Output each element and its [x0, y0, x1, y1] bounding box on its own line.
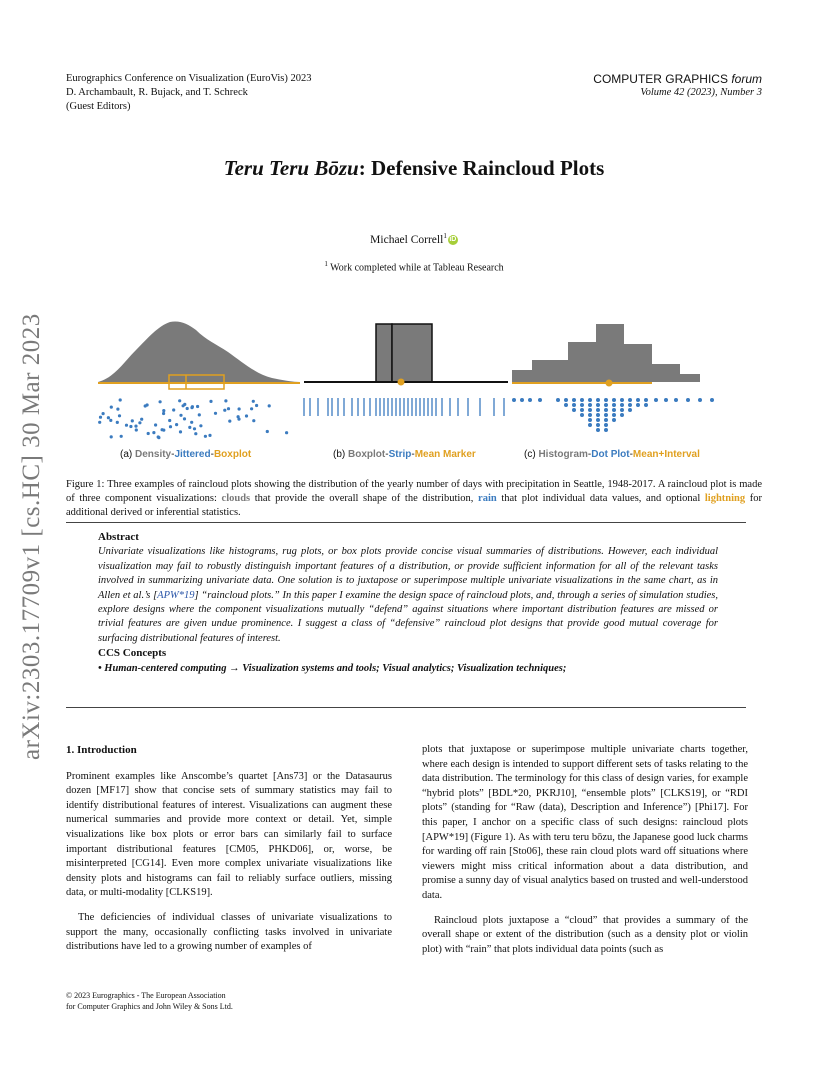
jitter-point [182, 404, 185, 407]
mean-dot [606, 380, 613, 387]
dot-point [596, 398, 600, 402]
jitter-point [159, 400, 162, 403]
jitter-point [168, 419, 171, 422]
dot-point [520, 398, 524, 402]
dot-point [604, 413, 608, 417]
arxiv-stamp: arXiv:2303.17709v1 [cs.HC] 30 Mar 2023 [18, 313, 45, 760]
dot-point [612, 403, 616, 407]
affiliation: $^1$ Work completed while at Tableau Research [324, 260, 504, 274]
dot-point [620, 398, 624, 402]
dot-point [596, 428, 600, 432]
histogram-bar [624, 344, 652, 382]
jitter-point [196, 405, 199, 408]
jitter-point [138, 421, 141, 424]
density-cloud [98, 321, 300, 382]
dot-point [620, 413, 624, 417]
intro-paragraph-3: plots that juxtapose or superimpose multiple univariate charts together, where each design is intended to support different sets of tasks relating to the data distribution. The terminology for this class of design varies, for example “hybrid plots” [BDL*20, PKRJ10], “ensemble plots” [CLKS19], or “RDI plots” (standing for “Raw (data), Description and Inference”) [Phi17]. For this paper, I anchor on a specific class of such designs: raincloud plots [APW*19] (Figure 1). As with teru teru bōzu, the Japanese good luck charms for warding off rain [Sto06], these rain cloud plots ward off situations where viewers might miss critical information about a data distribution, and promise a sunny day of visual analytics based on trusted and well-understood data. [422, 744, 748, 901]
dot-point [596, 408, 600, 412]
jitter-point [146, 403, 149, 406]
citation-link[interactable]: APW*19 [157, 589, 195, 601]
histogram-bars [512, 324, 700, 382]
dot-point [588, 408, 592, 412]
jitter-point [152, 431, 155, 434]
dot-point [612, 418, 616, 422]
jitter-point [178, 399, 181, 402]
jitter-points [98, 398, 288, 439]
jitter-point [157, 435, 160, 438]
paper-title: Teru Teru Bōzu: Defensive Raincloud Plots [223, 156, 605, 180]
jitter-point [102, 412, 105, 415]
rain-term: rain [478, 493, 497, 504]
dot-point [698, 398, 702, 402]
dot-point [628, 403, 632, 407]
dot-point [664, 398, 668, 402]
jitter-point [209, 400, 212, 403]
jitter-point [285, 431, 288, 434]
divider-bottom [66, 707, 746, 708]
dot-point [654, 398, 658, 402]
jitter-point [116, 421, 119, 424]
dot-point [580, 403, 584, 407]
jitter-point [118, 414, 121, 417]
dot-point [572, 403, 576, 407]
right-column [422, 743, 748, 967]
intro-paragraph-1: Prominent examples like Anscombe’s quartet [Ans73] or the Datasaurus dozen [MF17] show that concise sets of summary statistics may fail to identify distributional features of interest. Visualizations can augment these numerical summaries and provide more context or detail. Yet, simple visualizations like box plots or error bars can similarly fail to surface important distributional features [CM05, PHKD06], or, worse, be misinterpreted [CG14]. Even more complex univariate visualizations like density plots and histograms can fail to reliably surface outliers, missing data, or multi-modality [CLKS19]. [66, 770, 392, 899]
dot-point [604, 408, 608, 412]
dot-point [604, 398, 608, 402]
jitter-point [252, 400, 255, 403]
strip-ticks [304, 398, 504, 416]
jitter-point [169, 425, 172, 428]
dot-point [612, 398, 616, 402]
orcid-icon[interactable]: iD [449, 235, 457, 243]
jitter-point [140, 418, 143, 421]
dot-point [528, 398, 532, 402]
jitter-point [183, 417, 186, 420]
histogram-bar [532, 360, 568, 382]
panel-a-density-jittered-boxplot [98, 321, 300, 439]
dot-point [572, 408, 576, 412]
jitter-point [119, 398, 122, 401]
jitter-point [147, 432, 150, 435]
jitter-point [204, 435, 207, 438]
dot-point [538, 398, 542, 402]
dot-point [604, 418, 608, 422]
jitter-point [110, 406, 113, 409]
dot-point [620, 403, 624, 407]
dot-point [564, 403, 568, 407]
jitter-point [224, 399, 227, 402]
jitter-point [237, 418, 240, 421]
dot-point [686, 398, 690, 402]
dot-point [588, 403, 592, 407]
jitter-point [179, 430, 182, 433]
dot-point [620, 408, 624, 412]
jitter-point [125, 424, 128, 427]
author-line [0, 232, 828, 246]
jitter-point [268, 404, 271, 407]
journal-header [593, 72, 762, 100]
subcaption-a: (a) Density-Jittered-Boxplot [120, 449, 252, 460]
jitter-point [162, 412, 165, 415]
conference-header [66, 72, 312, 114]
guest-editors-line: (Guest Editors) [66, 101, 131, 112]
histogram-bar [596, 324, 624, 382]
jitter-point [190, 406, 193, 409]
abstract [98, 530, 718, 676]
jitter-point [98, 421, 101, 424]
dot-point [710, 398, 714, 402]
histogram-bar [672, 374, 700, 382]
jitter-point [255, 404, 258, 407]
dot-point [596, 423, 600, 427]
jitter-point [208, 434, 211, 437]
jitter-point [186, 407, 189, 410]
ccs-heading: CCS Concepts [98, 647, 167, 660]
dot-point [612, 408, 616, 412]
dot-plot-points [512, 398, 714, 432]
author-sup: 1 [443, 232, 447, 240]
panel-c-histogram-dotplot-interval [512, 324, 714, 432]
jitter-point [116, 408, 119, 411]
jitter-point [193, 427, 196, 430]
copyright-footer: © 2023 Eurographics - The European Association for Computer Graphics and John Wiley & Sons Ltd. [66, 991, 233, 1011]
dot-point [580, 408, 584, 412]
jitter-point [134, 425, 137, 428]
histogram-bar [568, 342, 596, 382]
dot-point [588, 423, 592, 427]
dot-point [604, 403, 608, 407]
dot-point [674, 398, 678, 402]
jitter-point [110, 435, 113, 438]
editors-line: D. Archambault, R. Bujack, and T. Schreck [66, 87, 248, 98]
jitter-point [223, 409, 226, 412]
dot-point [628, 408, 632, 412]
dot-point [636, 403, 640, 407]
dot-point [564, 398, 568, 402]
ccs-line: • Human-centered computing → Visualization systems and tools; Visual analytics; Visualization techniques; [98, 662, 567, 674]
author-name: Michael Correll [370, 233, 444, 246]
jitter-point [228, 420, 231, 423]
dot-point [588, 418, 592, 422]
dot-point [596, 418, 600, 422]
histogram-bar [512, 370, 532, 382]
jitter-point [198, 413, 201, 416]
jitter-point [99, 416, 102, 419]
jitter-point [135, 428, 138, 431]
intro-paragraph-4: Raincloud plots juxtapose a “cloud” that provides a summary of the overall shape or extent of the distribution (such as a density plot or violin plot) with “rain” that plots individual data points (such as [422, 914, 748, 955]
dot-point [612, 413, 616, 417]
dot-point [596, 413, 600, 417]
abstract-body: Univariate visualizations like histograms, rug plots, or box plots provide concise visual summaries of distributions. However, each individual visualization may fail to robustly distinguish important features of a distribution, or provide sufficient information for all of the relevant tasks involved in summarizing univariate data. One solution is to juxtapose or superimpose multiple univariate visualizations in the same chart, as in Allen et al.’s [APW*19] “raincloud plots.” In this paper I examine the design space of raincloud plots, and, through a series of simulation studies, explore designs where the component visualizations mutually “defend” against situations where important distribution features are missed or trivial features are given undue prominence. I suggest a class of “defensive” raincloud plot designs that provide good mutual coverage for surfacing distributional features of interest. [98, 546, 718, 644]
box-upper [392, 324, 432, 382]
dot-point [588, 398, 592, 402]
subcaption-b: (b) Boxplot-Strip-Mean Marker [333, 449, 476, 460]
jitter-point [188, 426, 191, 429]
abstract-heading: Abstract [98, 531, 139, 543]
jitter-point [194, 432, 197, 435]
dot-point [596, 403, 600, 407]
mean-marker [398, 379, 405, 386]
jitter-point [179, 414, 182, 417]
jitter-point [131, 419, 134, 422]
dot-point [644, 403, 648, 407]
jitter-point [154, 423, 157, 426]
dot-point [628, 398, 632, 402]
jitter-point [172, 408, 175, 411]
panel-b-boxplot-strip-mean [304, 324, 508, 416]
jitter-point [190, 421, 193, 424]
jitter-point [266, 430, 269, 433]
left-column [66, 743, 392, 965]
volume-line: Volume 42 (2023), Number 3 [640, 87, 762, 98]
jitter-point [199, 424, 202, 427]
figure-caption: Figure 1: Three examples of raincloud plots showing the distribution of the yearly number of days with precipitation in Seattle, 1948-2017. A raincloud plot is made of three component visualizations: clouds that provide the overall shape of the distribution, rain that plot individual data values, and optional lightning for additional derived or inferential statistics. [66, 479, 763, 518]
jitter-point [109, 419, 112, 422]
dot-point [644, 398, 648, 402]
subcaption-c: (c) Histogram-Dot Plot-Mean+Interval [524, 449, 700, 460]
jitter-point [129, 425, 132, 428]
dot-point [580, 398, 584, 402]
dot-point [572, 398, 576, 402]
jitter-point [120, 435, 123, 438]
jitter-point [162, 409, 165, 412]
lightning-term: lightning [704, 493, 746, 504]
jitter-point [227, 407, 230, 410]
jitter-point [245, 414, 248, 417]
box-lower [376, 324, 392, 382]
jitter-point [107, 416, 110, 419]
jitter-point [250, 407, 253, 410]
jitter-point [238, 407, 241, 410]
dot-point [588, 413, 592, 417]
jitter-point [175, 423, 178, 426]
clouds-term: clouds [221, 493, 251, 504]
dot-point [604, 423, 608, 427]
intro-paragraph-2: The deficiencies of individual classes of univariate visualizations to support the many, occasionally conflicting tasks involved in univariate distributions have led to a growing number of examples of [66, 911, 392, 953]
conference-line: Eurographics Conference on Visualization (EuroVis) 2023 [66, 73, 312, 84]
dot-point [636, 398, 640, 402]
jitter-point [162, 429, 165, 432]
journal-name: COMPUTER GRAPHICS forum [593, 72, 762, 86]
section-heading: 1. Introduction [66, 744, 137, 756]
dot-point [580, 413, 584, 417]
jitter-point [252, 419, 255, 422]
dot-point [556, 398, 560, 402]
divider-top [66, 522, 746, 523]
dot-point [512, 398, 516, 402]
dot-point [604, 428, 608, 432]
jitter-point [214, 412, 217, 415]
